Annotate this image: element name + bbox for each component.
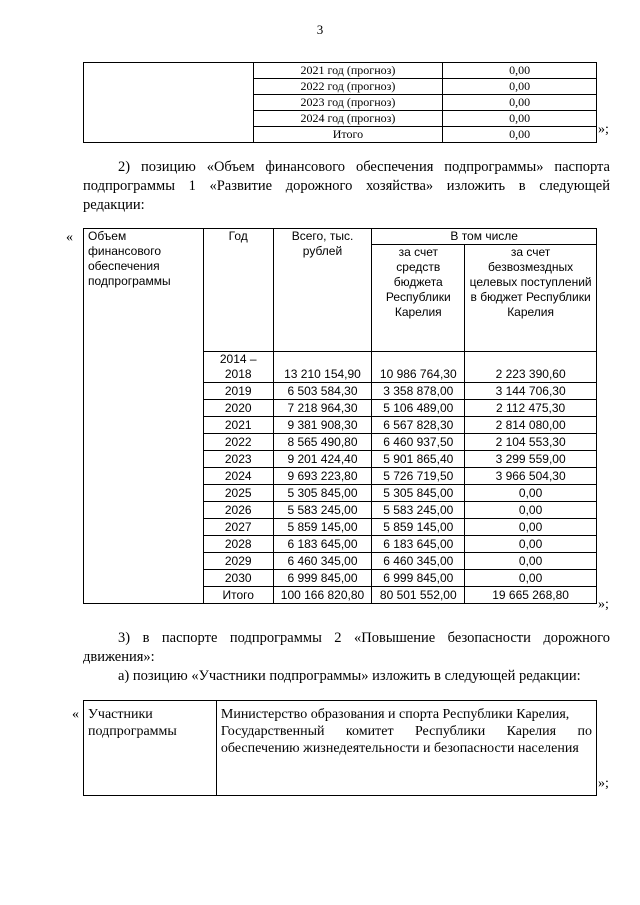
year-cell: 2024 [203,468,273,485]
transfers-cell: 3 299 559,00 [465,451,597,468]
item-2-line3: редакции: [83,197,145,213]
transfers-cell: 0,00 [465,536,597,553]
year-cell: Итого [203,587,273,604]
year-cell: 2021 [203,417,273,434]
forecast-value: 0,00 [443,95,597,111]
budget-cell: 6 460 937,50 [372,434,465,451]
table2-end-mark: »; [598,597,609,612]
year-cell: 2019 [203,383,273,400]
header-transfers: за счет безвозмездных целевых поступлений в бюджет Республики Карелия [465,245,597,352]
transfers-cell: 2 223 390,60 [465,352,597,383]
financing-label: Объем финансового обеспечения подпрограммы [84,229,204,604]
budget-cell: 3 358 878,00 [372,383,465,400]
total-cell: 9 693 223,80 [273,468,372,485]
forecast-year: Итого [253,127,443,143]
item-3-line1: 3) в паспорте подпрограммы 2 «Повышение безопасности дорожного [118,630,610,646]
table-row [84,63,597,79]
transfers-cell: 2 814 080,00 [465,417,597,434]
forecast-year: 2024 год (прогноз) [253,111,443,127]
transfers-cell: 19 665 268,80 [465,587,597,604]
budget-cell: 5 305 845,00 [372,485,465,502]
forecast-year: 2022 год (прогноз) [253,79,443,95]
year-cell: 2022 [203,434,273,451]
total-cell: 7 218 964,30 [273,400,372,417]
forecast-year: 2023 год (прогноз) [253,95,443,111]
header-budget: за счет средств бюджета Республики Карелия [372,245,465,352]
header-total: Всего, тыс. рублей [273,229,372,352]
year-cell: 2014 – 2018 [203,352,273,383]
total-cell: 13 210 154,90 [273,352,372,383]
participants-label: Участники подпрограммы [84,701,217,796]
year-cell: 2023 [203,451,273,468]
item-2-line1: 2) позицию «Объем финансового обеспечения подпрограммы» паспорта [118,159,610,175]
budget-cell: 6 567 828,30 [372,417,465,434]
year-cell: 2027 [203,519,273,536]
header-year: Год [203,229,273,352]
table3-end-mark: »; [598,776,609,791]
total-cell: 5 305 845,00 [273,485,372,502]
financing-table [83,228,597,604]
transfers-cell: 3 144 706,30 [465,383,597,400]
year-cell: 2029 [203,553,273,570]
budget-cell: 10 986 764,30 [372,352,465,383]
item-2-line2: подпрограммы 1 «Развитие дорожного хозяйства» изложить в следующей [83,178,610,194]
budget-cell: 5 726 719,50 [372,468,465,485]
transfers-cell: 0,00 [465,485,597,502]
total-cell: 6 460 345,00 [273,553,372,570]
forecast-value: 0,00 [443,79,597,95]
transfers-cell: 2 112 475,30 [465,400,597,417]
total-cell: 6 999 845,00 [273,570,372,587]
year-cell: 2025 [203,485,273,502]
forecast-table [83,62,597,143]
year-cell: 2028 [203,536,273,553]
forecast-value: 0,00 [443,63,597,79]
table2-open-mark: « [66,230,73,245]
total-cell: 6 503 584,30 [273,383,372,400]
participants-text [216,701,596,796]
year-cell: 2030 [203,570,273,587]
empty-cell [84,63,254,143]
total-cell: 5 583 245,00 [273,502,372,519]
header-including: В том числе [372,229,597,245]
total-cell: 100 166 820,80 [273,587,372,604]
transfers-cell: 0,00 [465,519,597,536]
year-cell: 2020 [203,400,273,417]
forecast-value: 0,00 [443,127,597,143]
participant-committee: Государственный комитет Республики Карелия по обеспечению жизнедеятельности и безопасности населения [220,724,592,756]
table1-end-mark: »; [598,122,609,137]
transfers-cell: 3 966 504,30 [465,468,597,485]
total-cell: 6 183 645,00 [273,536,372,553]
budget-cell: 80 501 552,00 [372,587,465,604]
table3-open-mark: « [72,707,79,722]
transfers-cell: 0,00 [465,502,597,519]
transfers-cell: 0,00 [465,570,597,587]
total-cell: 5 859 145,00 [273,519,372,536]
participant-ministry: Министерство образования и спорта Республики Карелия, [220,707,570,722]
page-number: 3 [316,22,324,37]
transfers-cell: 2 104 553,30 [465,434,597,451]
item-3-line2: движения»: [83,649,155,665]
participants-table [83,700,597,796]
budget-cell: 5 583 245,00 [372,502,465,519]
budget-cell: 6 999 845,00 [372,570,465,587]
forecast-value: 0,00 [443,111,597,127]
budget-cell: 5 106 489,00 [372,400,465,417]
item-3a-line: а) позицию «Участники подпрограммы» изложить в следующей редакции: [118,668,581,684]
total-cell: 9 381 908,30 [273,417,372,434]
budget-cell: 5 859 145,00 [372,519,465,536]
year-cell: 2026 [203,502,273,519]
total-cell: 8 565 490,80 [273,434,372,451]
total-cell: 9 201 424,40 [273,451,372,468]
forecast-year: 2021 год (прогноз) [253,63,443,79]
budget-cell: 6 183 645,00 [372,536,465,553]
transfers-cell: 0,00 [465,553,597,570]
budget-cell: 6 460 345,00 [372,553,465,570]
budget-cell: 5 901 865,40 [372,451,465,468]
